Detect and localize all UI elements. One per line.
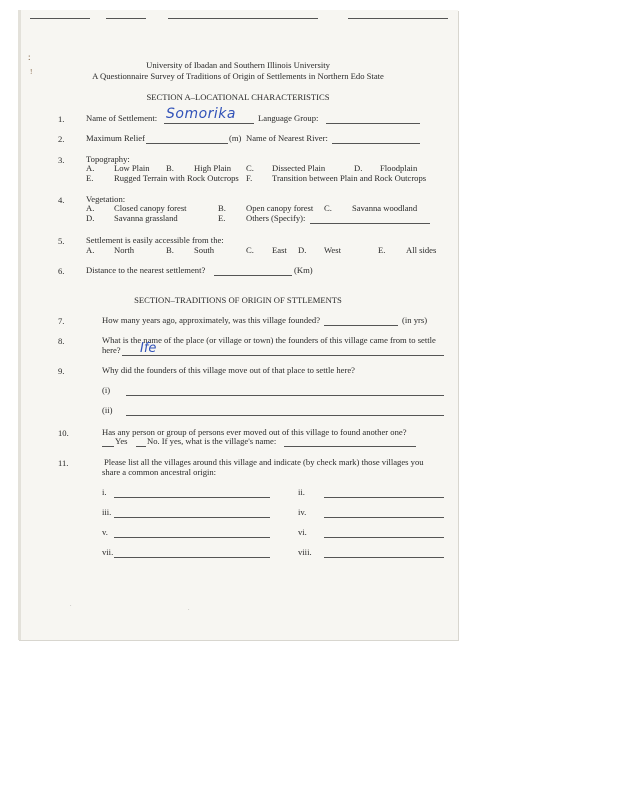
settlement-name-field[interactable] [164, 123, 254, 124]
village-item-label: vi. [298, 527, 307, 537]
village-item-field[interactable] [324, 537, 444, 538]
settlement-name-label: Name of Settlement: [86, 113, 158, 123]
pen-mark: : [28, 52, 31, 62]
yes-blank[interactable] [102, 446, 114, 447]
relief-unit: (m) [229, 133, 242, 143]
distance-unit: (Km) [294, 265, 313, 275]
option-letter: D. [86, 213, 95, 223]
vegetation-others-field[interactable] [310, 223, 430, 224]
section-a-title: SECTION A–LOCATIONAL CHARACTERISTICS [146, 92, 330, 102]
years-founded-field[interactable] [324, 325, 398, 326]
question-number: 7. [58, 316, 65, 326]
village-item-label: v. [102, 527, 108, 537]
option-letter: A. [86, 163, 95, 173]
question-number: 11. [58, 458, 69, 468]
place-of-origin-question-cont: here? [102, 345, 121, 355]
option-letter: D. [354, 163, 363, 173]
option-south[interactable]: South [194, 245, 215, 255]
question-number: 2. [58, 134, 65, 144]
place-of-origin-field[interactable] [122, 355, 444, 356]
topography-label: Topography: [86, 154, 130, 164]
option-letter: E. [218, 213, 226, 223]
place-of-origin-answer: Ife [140, 341, 157, 356]
option-floodplain[interactable]: Floodplain [380, 163, 418, 173]
university-heading: University of Ibadan and Southern Illinois University [146, 60, 330, 70]
option-others-label: Others (Specify): [246, 213, 306, 223]
reason-question: Why did the founders of this village move out of that place to settle here? [102, 365, 355, 375]
migration-question: Has any person or group of persons ever moved out of this village to found another one? [102, 427, 407, 437]
villages-question-cont: share a common ancestral origin: [102, 467, 217, 477]
option-high-plain[interactable]: High Plain [194, 163, 232, 173]
reason-ii-field[interactable] [126, 415, 444, 416]
option-transition[interactable]: Transition between Plain and Rock Outcrops [272, 173, 427, 183]
village-item-field[interactable] [324, 497, 444, 498]
village-item-label: vii. [102, 547, 114, 557]
option-savanna-woodland[interactable]: Savanna woodland [352, 203, 418, 213]
option-letter: C. [246, 245, 254, 255]
option-letter: C. [246, 163, 254, 173]
option-north[interactable]: North [114, 245, 135, 255]
village-item-field[interactable] [114, 497, 270, 498]
distance-field[interactable] [214, 275, 292, 276]
option-letter: B. [218, 203, 226, 213]
village-item-label: viii. [298, 547, 312, 557]
maximum-relief-label: Maximum Relief [86, 133, 145, 143]
top-rule [106, 18, 146, 19]
top-rule [348, 18, 448, 19]
reason-i-field[interactable] [126, 395, 444, 396]
vegetation-label: Vegetation: [86, 194, 126, 204]
place-of-origin-question: What is the name of the place (or village or town) the founders of this village came from to settle [102, 335, 436, 345]
question-number: 9. [58, 366, 65, 376]
option-east[interactable]: East [272, 245, 287, 255]
option-letter: F. [246, 173, 253, 183]
option-closed-canopy[interactable]: Closed canopy forest [114, 203, 187, 213]
speck: . [188, 606, 190, 612]
question-number: 1. [58, 114, 65, 124]
village-item-label: i. [102, 487, 107, 497]
option-savanna-grassland[interactable]: Savanna grassland [114, 213, 178, 223]
option-dissected-plain[interactable]: Dissected Plain [272, 163, 326, 173]
village-name-field[interactable] [284, 446, 416, 447]
villages-question: Please list all the villages around this village and indicate (by check mark) those villages you [104, 457, 424, 467]
village-item-label: iv. [298, 507, 307, 517]
option-letter: A. [86, 245, 95, 255]
village-item-field[interactable] [324, 557, 444, 558]
speck: . [70, 602, 72, 608]
maximum-relief-field[interactable] [146, 143, 228, 144]
question-number: 10. [58, 428, 69, 438]
option-low-plain[interactable]: Low Plain [114, 163, 150, 173]
village-item-field[interactable] [114, 517, 270, 518]
language-group-label: Language Group: [258, 113, 319, 123]
reason-ii-label: (ii) [102, 405, 113, 415]
question-number: 5. [58, 236, 65, 246]
option-letter: A. [86, 203, 95, 213]
village-item-field[interactable] [324, 517, 444, 518]
option-yes[interactable]: Yes [115, 436, 128, 446]
village-item-label: iii. [102, 507, 112, 517]
no-blank[interactable] [136, 446, 146, 447]
survey-heading: A Questionnaire Survey of Traditions of Origin of Settlements in Northern Edo State [92, 71, 384, 81]
top-rule [30, 18, 90, 19]
nearest-river-field[interactable] [332, 143, 420, 144]
option-letter: B. [166, 245, 174, 255]
village-item-field[interactable] [114, 537, 270, 538]
question-number: 3. [58, 155, 65, 165]
option-no-village-name: No. If yes, what is the village's name: [147, 436, 277, 446]
option-letter: C. [324, 203, 332, 213]
section-b-title: SECTION–TRADITIONS OF ORIGIN OF STTLEMENTS [134, 295, 342, 305]
village-item-field[interactable] [114, 557, 270, 558]
option-letter: B. [166, 163, 174, 173]
question-number: 6. [58, 266, 65, 276]
question-number: 4. [58, 195, 65, 205]
language-group-field[interactable] [326, 123, 420, 124]
questionnaire-page [18, 10, 458, 640]
village-item-label: ii. [298, 487, 305, 497]
top-rule [168, 18, 318, 19]
option-all-sides[interactable]: All sides [406, 245, 437, 255]
settlement-name-answer: Somorika [166, 106, 236, 122]
option-rugged-terrain[interactable]: Rugged Terrain with Rock Outcrops [114, 173, 239, 183]
reason-i-label: (i) [102, 385, 111, 395]
option-letter: D. [298, 245, 307, 255]
option-west[interactable]: West [324, 245, 341, 255]
years-founded-label: How many years ago, approximately, was this village founded? [102, 315, 321, 325]
question-number: 8. [58, 336, 65, 346]
years-unit: (in yrs) [402, 315, 428, 325]
distance-label: Distance to the nearest settlement? [86, 265, 206, 275]
option-letter: E. [86, 173, 94, 183]
option-letter: E. [378, 245, 386, 255]
accessibility-label: Settlement is easily accessible from the: [86, 235, 224, 245]
pen-mark: ! [30, 68, 33, 76]
nearest-river-label: Name of Nearest River: [246, 133, 328, 143]
option-open-canopy[interactable]: Open canopy forest [246, 203, 314, 213]
